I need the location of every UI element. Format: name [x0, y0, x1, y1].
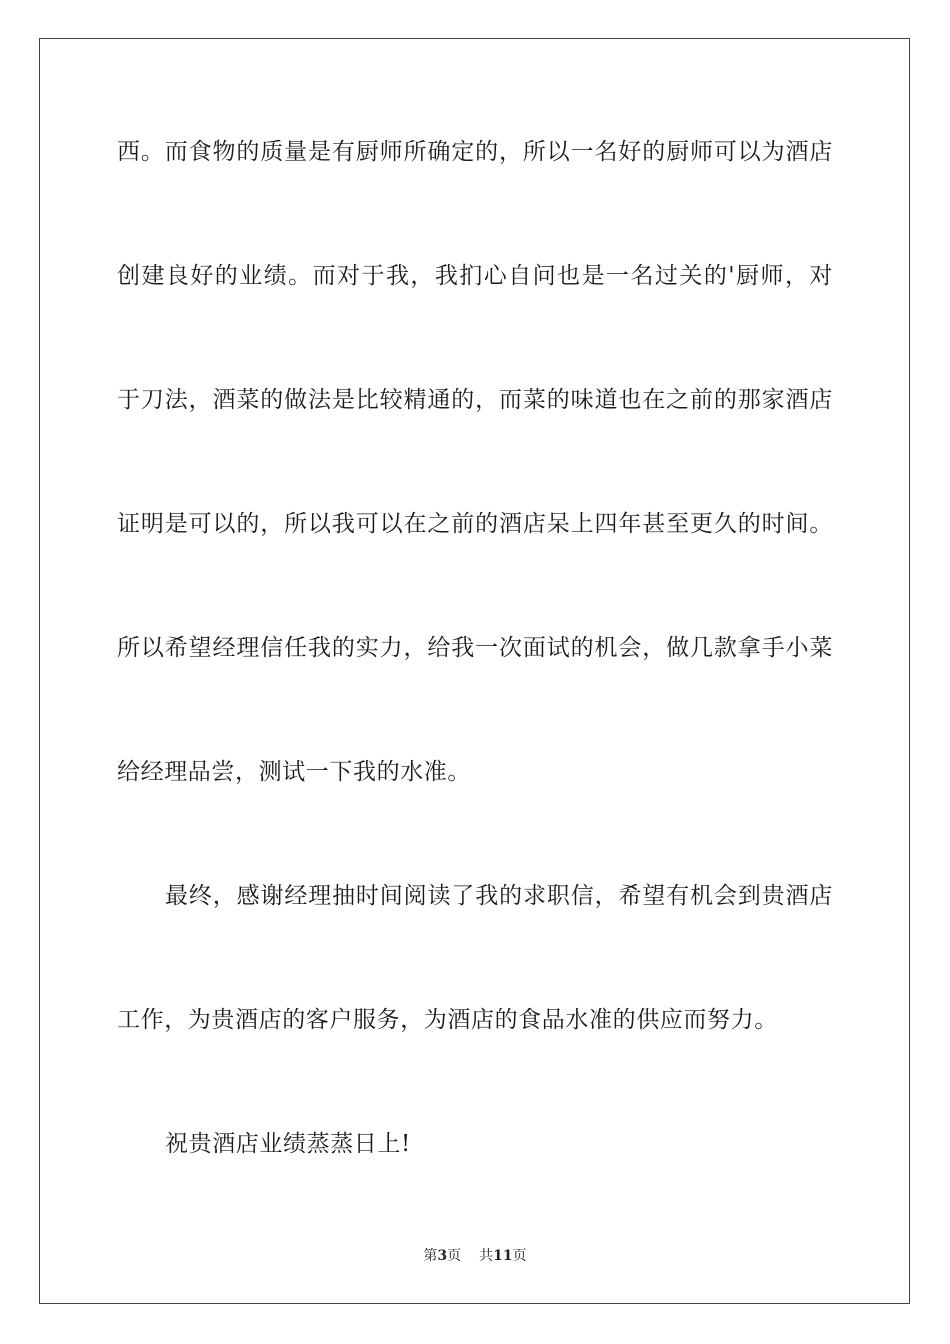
body-line-2: 创建良好的业绩。而对于我，我扪心自问也是一名过关的'厨师，对 [117, 263, 833, 289]
page-footer [0, 1247, 950, 1265]
body-line-6: 给经理品尝，测试一下我的水准。 [117, 759, 471, 785]
body-line-9: 祝贵酒店业绩蒸蒸日上! [165, 1131, 411, 1157]
body-line-4: 证明是可以的，所以我可以在之前的酒店呆上四年甚至更久的时间。 [117, 511, 833, 537]
footer-page-prefix: 第 [423, 1248, 438, 1264]
body-line-5: 所以希望经理信任我的实力，给我一次面试的机会，做几款拿手小菜 [117, 635, 833, 661]
footer-total-number: 11 [493, 1248, 513, 1264]
page-frame [39, 38, 910, 1304]
footer-total-prefix: 共 [479, 1248, 494, 1264]
footer-total-suffix: 页 [512, 1248, 527, 1264]
body-line-3: 于刀法，酒菜的做法是比较精通的，而菜的味道也在之前的那家酒店 [117, 387, 833, 413]
body-line-8: 工作，为贵酒店的客户服务，为酒店的食品水准的供应而努力。 [117, 1007, 778, 1033]
body-line-7: 最终，感谢经理抽时间阅读了我的求职信，希望有机会到贵酒店 [165, 883, 833, 909]
footer-page-number: 3 [437, 1248, 448, 1264]
footer-page-suffix: 页 [447, 1248, 462, 1264]
body-line-1: 西。而食物的质量是有厨师所确定的，所以一名好的厨师可以为酒店 [117, 139, 833, 165]
